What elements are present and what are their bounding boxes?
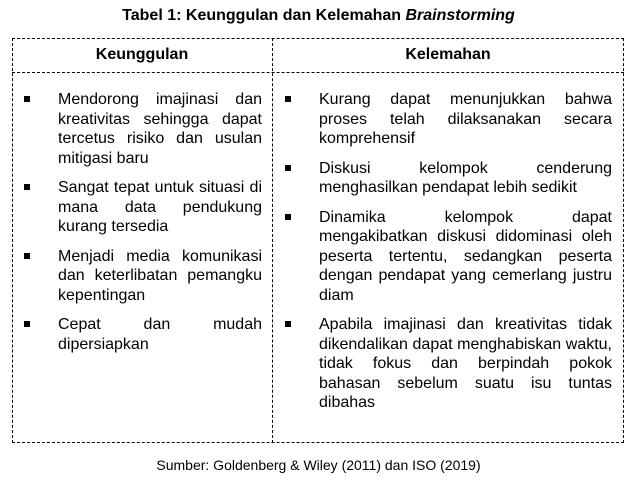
list-item (273, 208, 623, 306)
list-item-text: Sangat tepat untuk situasi di mana data pendukung kurang tersedia (58, 179, 262, 235)
kelemahan-list (273, 90, 623, 423)
comparison-table (12, 38, 624, 443)
bullet-icon (24, 253, 30, 259)
list-item-text: Apabila imajinasi dan kreativitas tidak dikendalikan dapat menghabiskan waktu, tidak fokus dan berpindah pokok bahasan sebelum suatu isu tuntas dibahas (319, 316, 612, 411)
bullet-icon (285, 321, 291, 327)
list-item-text: Menjadi media komunikasi dan keterlibatan pemangku kepentingan (58, 247, 262, 304)
list-item-text: Kurang dapat menunjukkan bahwa proses telah dilaksanakan secara komprehensif (319, 91, 612, 147)
table-title-text: Tabel 1: Keunggulan dan Kelemahan (122, 7, 406, 24)
column-header-keunggulan: Keunggulan (95, 46, 189, 63)
table-title (0, 6, 637, 26)
table-bottom-border (12, 442, 624, 443)
list-item (273, 159, 623, 198)
list-item (12, 315, 272, 354)
list-item (12, 247, 272, 306)
list-item-text: Dinamika kelompok dapat mengakibatkan diskusi didominasi oleh peserta tertentu, sedangkan peserta dengan pendapat yang cemerlang justru diam (319, 208, 612, 304)
bullet-icon (285, 214, 291, 220)
bullet-icon (24, 184, 30, 190)
list-item (12, 90, 272, 168)
source-citation: Sumber: Goldenberg & Wiley (2011) dan ISO (2019) (156, 457, 481, 473)
keunggulan-list (12, 90, 272, 364)
list-item-text: Cepat dan mudah dipersiapkan (58, 316, 262, 353)
table-title-emphasis: Brainstorming (405, 7, 515, 24)
bullet-icon (285, 165, 291, 171)
list-item-text: Diskusi kelompok cenderung menghasilkan pendapat lebih sedikit (319, 159, 612, 196)
column-header-kelemahan: Kelemahan (405, 46, 491, 63)
list-item (273, 90, 623, 149)
list-item (12, 178, 272, 237)
list-item (273, 315, 623, 413)
list-item-text: Mendorong imajinasi dan kreativitas sehingga dapat tercetus risiko dan usulan mitigasi baru (58, 91, 262, 167)
table-header-divider (12, 72, 624, 73)
bullet-icon (285, 96, 291, 102)
bullet-icon (24, 321, 30, 327)
table-right-border (623, 38, 624, 443)
bullet-icon (24, 96, 30, 102)
